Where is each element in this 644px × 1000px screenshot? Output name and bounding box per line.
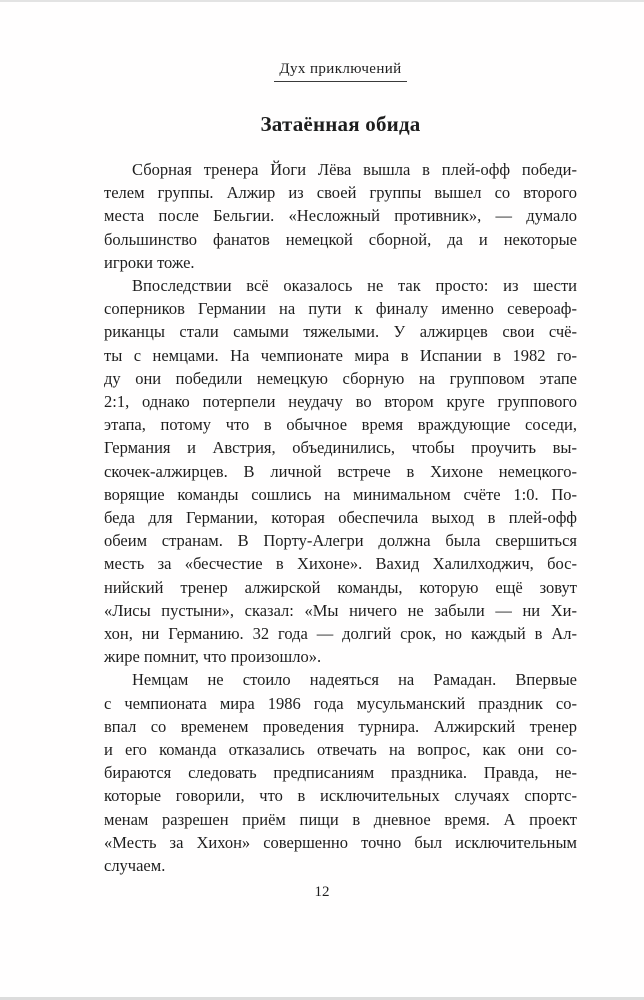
text-line: большинство фанатов немецкой сборной, да и некоторые	[104, 229, 577, 249]
text-line: обеим странам. В Порту-Алегри должна была свершиться	[104, 531, 577, 551]
text-line: впал со временем проведения турнира. Алжирский тренер	[104, 716, 577, 736]
text-line: случаем.	[104, 856, 166, 876]
text-line: ду они победили немецкую сборную на групповом этапе	[104, 368, 577, 388]
text-line: ворящие команды сошлись на минимальном счёте 1:0. По-	[104, 484, 577, 504]
text-line: «Месть за Хихон» совершенно точно был исключительным	[104, 832, 577, 852]
paragraph-2	[104, 274, 577, 668]
text-line: бираются следовать предписаниям праздника. Правда, не-	[104, 763, 577, 783]
text-line: игроки тоже.	[104, 252, 195, 272]
text-line: жире помнит, что произошло».	[104, 647, 322, 667]
paragraph-3	[104, 668, 577, 877]
text-line: ты с немцами. На чемпионате мира в Испании в 1982 го-	[104, 345, 577, 365]
text-line: беда для Германии, которая обеспечила выход в плей-офф	[104, 508, 577, 528]
text-line: Сборная тренера Йоги Лёва вышла в плей-офф победи-	[132, 160, 577, 179]
text-line: Германия и Австрия, объединились, чтобы проучить вы-	[104, 438, 577, 458]
text-line: Впоследствии всё оказалось не так просто: из шести	[132, 276, 577, 296]
body-text	[104, 158, 577, 877]
text-line: которые говорили, что в исключительных случаях спортс-	[104, 786, 577, 806]
text-line: 2:1, однако потерпели неудачу во втором круге группового	[104, 392, 577, 412]
text-line: места после Бельгии. «Несложный противник», — думало	[104, 206, 577, 226]
text-line: менам разрешен приём пищи в дневное время. А проект	[104, 809, 577, 829]
text-line: и его команда отказались отвечать на вопрос, как они со-	[104, 740, 577, 760]
text-block	[104, 60, 577, 877]
text-line: «Лисы пустыни», сказал: «Мы ничего не забыли — ни Хи-	[104, 600, 577, 620]
text-line: нийский тренер алжирской команды, которую ещё зовут	[104, 577, 577, 597]
text-line: хон, ни Германию. 32 года — долгий срок, но каждый в Ал-	[104, 624, 577, 644]
text-line: Немцам не стоило надеяться на Рамадан. Впервые	[132, 670, 577, 690]
text-line: месть за «бесчестие в Хихоне». Вахид Халилходжич, бос-	[104, 554, 577, 574]
paragraph-1	[104, 158, 577, 274]
running-head-text: Дух приключений	[274, 60, 406, 82]
text-line: скочек-алжирцев. В личной встрече в Хихоне немецкого-	[104, 461, 577, 481]
chapter-title: Затаённая обида	[260, 112, 421, 136]
text-line: риканцы стали самыми тяжелыми. У алжирцев свои счё-	[104, 322, 577, 342]
running-head	[104, 60, 577, 82]
text-line: этапа, потому что в обычное время враждующие соседи,	[104, 415, 577, 435]
page-number: 12	[314, 884, 330, 900]
text-line: с чемпионата мира 1986 года мусульманский праздник со-	[104, 693, 577, 713]
text-line: телем группы. Алжир из своей группы вышел со второго	[104, 183, 577, 203]
text-line: соперников Германии на пути к финалу именно североаф-	[104, 299, 577, 319]
